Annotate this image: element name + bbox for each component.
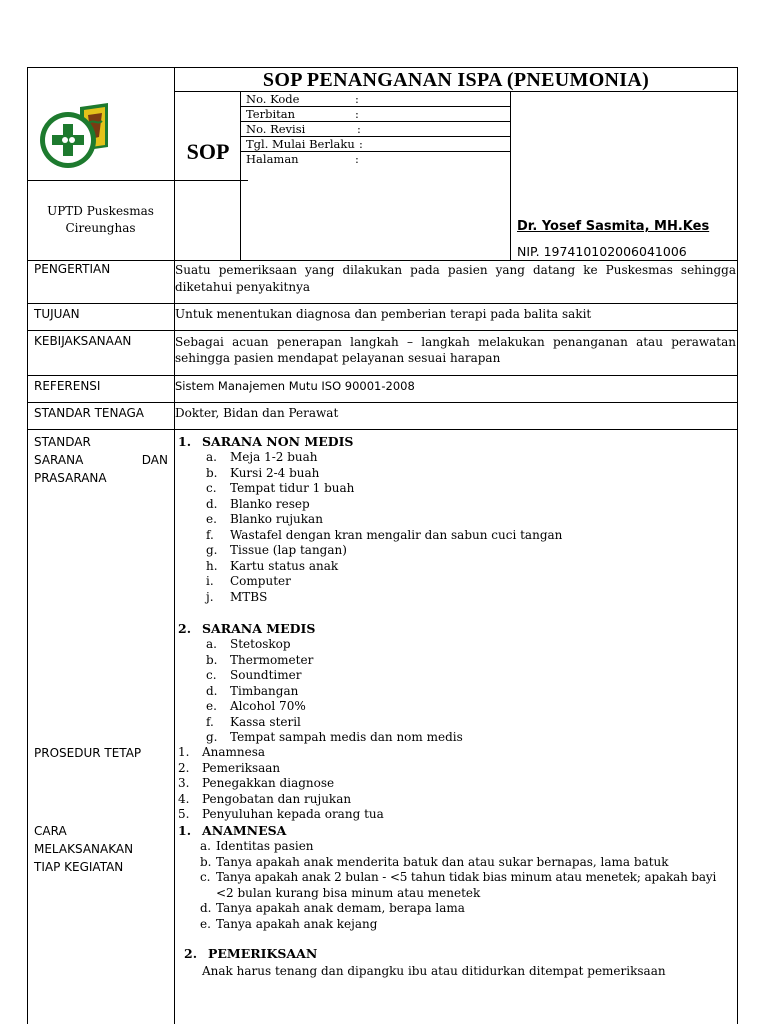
meta-colon: : bbox=[355, 107, 359, 121]
standar-tenaga-text: Dokter, Bidan dan Perawat bbox=[175, 406, 339, 420]
sarana-non-medis-section bbox=[178, 434, 734, 605]
pengertian-label: PENGERTIAN bbox=[34, 262, 111, 276]
section-title: ANAMNESA bbox=[202, 823, 287, 838]
item-marker: f. bbox=[206, 527, 214, 542]
item-text: Tempat tidur 1 buah bbox=[230, 481, 355, 495]
logo-cell-bottom bbox=[27, 180, 248, 181]
label-line: MELAKSANAKAN bbox=[34, 842, 134, 856]
header-bottom bbox=[27, 260, 738, 261]
list-item bbox=[178, 807, 734, 823]
label-line bbox=[34, 451, 168, 469]
referensi-text: Sistem Manajemen Mutu ISO 90001-2008 bbox=[175, 379, 415, 393]
item-marker: j. bbox=[206, 589, 214, 604]
meta-row-terbitan bbox=[246, 107, 295, 122]
item-marker: 1. bbox=[178, 745, 190, 759]
list-item bbox=[178, 653, 734, 669]
item-marker: e. bbox=[200, 916, 211, 931]
item-text: Computer bbox=[230, 574, 291, 588]
list-item bbox=[178, 497, 734, 513]
item-text: <2 bulan kurang bisa minum atau menetek bbox=[216, 885, 481, 900]
standar-tenaga-label: STANDAR TENAGA bbox=[34, 406, 144, 420]
section-number: 1. bbox=[178, 434, 192, 449]
list-item bbox=[178, 745, 734, 761]
item-text: Alcohol 70% bbox=[230, 699, 306, 713]
meta-colon: : bbox=[359, 137, 363, 151]
list-item bbox=[178, 901, 738, 917]
label-line: TIAP KEGIATAN bbox=[34, 860, 124, 874]
item-marker: d. bbox=[200, 901, 212, 915]
tujuan-label: TUJUAN bbox=[34, 307, 80, 321]
meta-label: Halaman bbox=[246, 152, 299, 166]
item-marker: 5. bbox=[178, 807, 190, 821]
signer-name: Dr. Yosef Sasmita, MH.Kes bbox=[517, 219, 710, 234]
item-marker: g. bbox=[206, 730, 218, 744]
list-item bbox=[178, 481, 734, 497]
list-item bbox=[178, 637, 734, 653]
item-text: Anamnesa bbox=[202, 745, 266, 759]
label-line: PRASARANA bbox=[34, 471, 107, 485]
item-text: Tanya apakah anak kejang bbox=[216, 916, 378, 931]
item-marker: a. bbox=[200, 839, 211, 853]
document-title: SOP PENANGANAN ISPA (PNEUMONIA) bbox=[262, 69, 650, 91]
section-title: SARANA MEDIS bbox=[202, 621, 316, 636]
item-text: Tempat sampah medis dan nom medis bbox=[230, 730, 463, 744]
row-line-kebijakan bbox=[27, 330, 738, 331]
list-item bbox=[178, 668, 734, 684]
anamnesa-section bbox=[178, 823, 738, 932]
meta-colon: : bbox=[357, 122, 361, 136]
sop-cell-divider bbox=[240, 91, 241, 260]
item-marker: e. bbox=[206, 699, 217, 713]
section-number: 1. bbox=[178, 823, 192, 838]
item-text: Soundtimer bbox=[230, 668, 302, 682]
list-item bbox=[178, 855, 738, 871]
org-line-1: UPTD Puskesmas bbox=[47, 204, 154, 218]
referensi-label: REFERENSI bbox=[34, 379, 101, 393]
item-marker: b. bbox=[200, 854, 212, 869]
item-text: Wastafel dengan kran mengalir dan sabun cuci tangan bbox=[230, 527, 563, 542]
row-line-standar-sarana bbox=[27, 429, 738, 430]
list-item bbox=[178, 870, 738, 886]
item-text: Blanko resep bbox=[230, 496, 310, 511]
item-text: Tanya apakah anak 2 bulan - <5 tahun tidak bias minum atau menetek; apakah bayi bbox=[216, 870, 717, 884]
kebijakan-label: KEBIJAKSANAAN bbox=[34, 334, 132, 348]
item-marker: c. bbox=[206, 668, 217, 682]
item-marker: b. bbox=[206, 465, 218, 480]
item-marker: c. bbox=[206, 481, 217, 495]
item-marker: g. bbox=[206, 543, 218, 557]
label-word: DAN bbox=[141, 453, 168, 467]
item-marker: d. bbox=[206, 683, 218, 698]
pemeriksaan-section bbox=[184, 946, 734, 980]
item-text: Kartu status anak bbox=[230, 558, 339, 573]
signer-nip: NIP. 197410102006041006 bbox=[517, 244, 687, 259]
list-item bbox=[178, 776, 734, 792]
item-text: Stetoskop bbox=[230, 637, 291, 651]
pengertian-text: Suatu pemeriksaan yang dilakukan pada pasien yang datang ke Puskesmas sehingga diketahui penyakitnya bbox=[175, 263, 736, 294]
label-word: SARANA bbox=[34, 453, 84, 467]
meta-colon: : bbox=[355, 152, 359, 166]
item-marker: e. bbox=[206, 512, 217, 526]
item-text: Timbangan bbox=[230, 683, 299, 698]
prosedur-list bbox=[178, 745, 734, 823]
meta-row-tgl bbox=[246, 137, 355, 152]
list-item-continuation bbox=[178, 886, 738, 902]
section-title: PEMERIKSAAN bbox=[208, 946, 318, 961]
item-text: Kassa steril bbox=[230, 714, 301, 729]
item-marker: h. bbox=[206, 558, 218, 573]
meta-label: No. Revisi bbox=[246, 122, 306, 136]
section-title: SARANA NON MEDIS bbox=[202, 434, 354, 449]
meta-colon: : bbox=[355, 92, 359, 106]
list-item bbox=[178, 761, 734, 777]
list-item bbox=[178, 699, 734, 715]
signer-cell-divider bbox=[510, 91, 511, 260]
label-column-divider bbox=[174, 67, 175, 1024]
logo-icon bbox=[36, 101, 114, 173]
label-line: CARA bbox=[34, 824, 67, 838]
org-name bbox=[27, 203, 174, 237]
list-item bbox=[178, 792, 734, 808]
meta-label: Terbitan bbox=[246, 107, 296, 121]
row-line-tujuan bbox=[27, 303, 738, 304]
item-text: Tanya apakah anak demam, berapa lama bbox=[216, 901, 465, 915]
list-item bbox=[178, 574, 734, 590]
list-item bbox=[178, 543, 734, 559]
puskesmas-logo bbox=[36, 101, 114, 173]
paragraph: Anak harus tenang dan dipangku ibu atau ditidurkan ditempat pemeriksaan bbox=[202, 964, 666, 978]
prosedur-label: PROSEDUR TETAP bbox=[34, 746, 142, 760]
section-heading bbox=[178, 434, 734, 450]
sop-label: SOP bbox=[186, 139, 230, 164]
item-text: Meja 1-2 buah bbox=[230, 450, 318, 464]
item-text: Tissue (lap tangan) bbox=[230, 543, 347, 557]
item-text: Kursi 2-4 buah bbox=[230, 465, 320, 480]
list-item bbox=[178, 730, 734, 746]
list-item bbox=[178, 917, 738, 933]
item-text: Penyuluhan kepada orang tua bbox=[202, 807, 384, 821]
item-text: Blanko rujukan bbox=[230, 512, 323, 526]
section-number: 2. bbox=[178, 621, 192, 636]
item-marker: 3. bbox=[178, 776, 190, 790]
item-text: Penegakkan diagnose bbox=[202, 776, 335, 790]
sarana-medis-section bbox=[178, 621, 734, 746]
table-top-border bbox=[27, 67, 738, 68]
item-text: Pengobatan dan rujukan bbox=[202, 791, 352, 806]
list-item bbox=[178, 559, 734, 575]
kebijakan-text: Sebagai acuan penerapan langkah – langkah melakukan penanganan atau perawatan sehingga pasien mendapat pelayanan sesuai harapan bbox=[175, 335, 736, 365]
label-line: STANDAR bbox=[34, 435, 91, 449]
list-item bbox=[178, 450, 734, 466]
section-number: 2. bbox=[184, 946, 198, 961]
tujuan-text: Untuk menentukan diagnosa dan pemberian terapi pada balita sakit bbox=[175, 307, 592, 321]
row-line-referensi bbox=[27, 375, 738, 376]
item-marker: f. bbox=[206, 714, 214, 729]
meta-label: Tgl. Mulai Berlaku bbox=[246, 137, 355, 151]
meta-row-halaman bbox=[246, 152, 299, 167]
list-item bbox=[178, 590, 734, 606]
item-marker: c. bbox=[200, 870, 211, 884]
item-marker: b. bbox=[206, 652, 218, 667]
item-text: Identitas pasien bbox=[216, 839, 314, 853]
list-item bbox=[178, 715, 734, 731]
list-item bbox=[178, 528, 734, 544]
list-item bbox=[178, 839, 738, 855]
item-text: MTBS bbox=[230, 589, 268, 604]
item-marker: a. bbox=[206, 637, 217, 651]
item-marker: 4. bbox=[178, 791, 190, 806]
cara-label bbox=[34, 822, 133, 876]
item-marker: 2. bbox=[178, 760, 190, 775]
list-item bbox=[178, 512, 734, 528]
meta-row-revisi bbox=[246, 122, 305, 137]
org-line-2: Cireunghas bbox=[65, 221, 136, 235]
meta-label: No. Kode bbox=[246, 92, 300, 106]
item-marker: a. bbox=[206, 450, 217, 464]
item-marker: d. bbox=[206, 496, 218, 511]
list-item bbox=[178, 684, 734, 700]
item-text: Thermometer bbox=[230, 652, 314, 667]
row-line-standar-tenaga bbox=[27, 402, 738, 403]
list-item bbox=[178, 466, 734, 482]
section-heading bbox=[184, 946, 734, 962]
section-heading bbox=[178, 823, 738, 839]
item-marker: i. bbox=[206, 574, 214, 588]
item-text: Tanya apakah anak menderita batuk dan atau sukar bernapas, lama batuk bbox=[216, 854, 669, 869]
meta-row-kode bbox=[246, 92, 299, 107]
standar-sarana-label bbox=[34, 433, 168, 487]
item-text: Pemeriksaan bbox=[202, 760, 281, 775]
section-heading bbox=[178, 621, 734, 637]
